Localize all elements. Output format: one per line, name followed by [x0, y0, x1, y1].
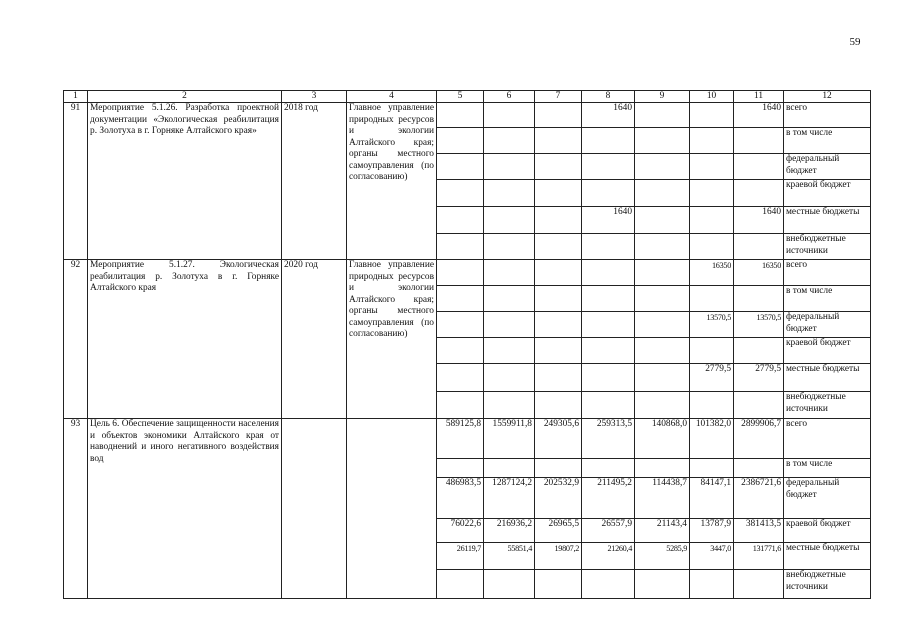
amount-cell — [690, 207, 734, 234]
funding-source: федеральный бюджет — [784, 312, 871, 338]
amount-cell — [484, 286, 535, 312]
column-number: 6 — [484, 91, 535, 103]
amount-cell — [437, 312, 484, 338]
amount-cell — [734, 392, 784, 419]
row-number: 92 — [64, 260, 88, 419]
amount-cell — [437, 180, 484, 207]
column-number: 12 — [784, 91, 871, 103]
column-number: 2 — [88, 91, 282, 103]
amount-cell — [484, 312, 535, 338]
amount-cell — [437, 570, 484, 599]
amount-cell: 21260,4 — [582, 543, 635, 570]
amount-cell: 1559911,8 — [484, 419, 535, 459]
amount-cell — [635, 180, 690, 207]
amount-cell — [437, 338, 484, 364]
amount-cell: 76022,6 — [437, 519, 484, 543]
amount-cell — [535, 103, 582, 128]
amount-cell: 1640 — [582, 207, 635, 234]
amount-cell — [535, 570, 582, 599]
amount-cell — [734, 128, 784, 154]
amount-cell — [635, 364, 690, 392]
amount-cell — [484, 260, 535, 286]
funding-source: местные бюджеты — [784, 364, 871, 392]
amount-cell — [734, 338, 784, 364]
amount-cell: 211495,2 — [582, 478, 635, 519]
amount-cell — [635, 459, 690, 478]
funding-source: всего — [784, 103, 871, 128]
column-number: 3 — [282, 91, 347, 103]
amount-cell — [484, 207, 535, 234]
funding-source: всего — [784, 419, 871, 459]
measure-year: 2020 год — [282, 260, 347, 419]
amount-cell — [535, 154, 582, 180]
amount-cell: 131771,6 — [734, 543, 784, 570]
measure-name: Мероприятие 5.1.26. Разработка проектной документации «Экологическая реабилитация р. Золотуха в г. Горняке Алтайского края» — [88, 103, 282, 260]
amount-cell — [635, 207, 690, 234]
funding-source: федеральный бюджет — [784, 478, 871, 519]
amount-cell — [535, 459, 582, 478]
amount-cell — [635, 154, 690, 180]
amount-cell: 381413,5 — [734, 519, 784, 543]
amount-cell — [690, 338, 734, 364]
amount-cell — [635, 260, 690, 286]
funding-source: всего — [784, 260, 871, 286]
measure-name: Цель 6. Обеспечение защищенности населения и объектов экономики Алтайского края от наводнений и иного негативного воздействия вод — [88, 419, 282, 599]
amount-cell — [437, 207, 484, 234]
amount-cell: 21143,4 — [635, 519, 690, 543]
page-number: 59 — [849, 36, 861, 48]
amount-cell: 26557,9 — [582, 519, 635, 543]
amount-cell — [437, 364, 484, 392]
amount-cell — [582, 392, 635, 419]
amount-cell: 2386721,6 — [734, 478, 784, 519]
amount-cell — [635, 234, 690, 260]
amount-cell — [734, 180, 784, 207]
measure-name: Мероприятие 5.1.27. Экологическая реабилитация р. Золотуха в г. Горняке Алтайского края — [88, 260, 282, 419]
column-number: 10 — [690, 91, 734, 103]
amount-cell: 26119,7 — [437, 543, 484, 570]
amount-cell: 589125,8 — [437, 419, 484, 459]
measure-year — [282, 419, 347, 599]
amount-cell: 84147,1 — [690, 478, 734, 519]
amount-cell: 16350 — [734, 260, 784, 286]
amount-cell — [582, 180, 635, 207]
amount-cell: 1640 — [734, 207, 784, 234]
amount-cell — [734, 459, 784, 478]
amount-cell — [734, 570, 784, 599]
amount-cell: 13570,5 — [690, 312, 734, 338]
column-number: 9 — [635, 91, 690, 103]
amount-cell: 3447,0 — [690, 543, 734, 570]
column-number: 7 — [535, 91, 582, 103]
amount-cell — [635, 570, 690, 599]
amount-cell — [690, 286, 734, 312]
amount-cell — [437, 459, 484, 478]
amount-cell — [582, 286, 635, 312]
row-number: 93 — [64, 419, 88, 599]
funding-source: внебюджетные источники — [784, 570, 871, 599]
funding-source: внебюджетные источники — [784, 234, 871, 260]
amount-cell: 202532,9 — [535, 478, 582, 519]
amount-cell: 26965,5 — [535, 519, 582, 543]
column-number: 4 — [347, 91, 437, 103]
amount-cell — [535, 364, 582, 392]
amount-cell: 259313,5 — [582, 419, 635, 459]
amount-cell: 16350 — [690, 260, 734, 286]
amount-cell — [582, 128, 635, 154]
amount-cell: 1287124,2 — [484, 478, 535, 519]
funding-source: федеральный бюджет — [784, 154, 871, 180]
amount-cell — [437, 103, 484, 128]
amount-cell — [437, 154, 484, 180]
amount-cell — [635, 338, 690, 364]
amount-cell — [582, 260, 635, 286]
amount-cell — [535, 392, 582, 419]
amount-cell — [690, 128, 734, 154]
amount-cell — [484, 364, 535, 392]
amount-cell — [437, 392, 484, 419]
funding-source: в том числе — [784, 459, 871, 478]
measure-executor — [347, 419, 437, 599]
amount-cell — [582, 570, 635, 599]
amount-cell — [484, 180, 535, 207]
amount-cell — [582, 234, 635, 260]
amount-cell: 1640 — [582, 103, 635, 128]
row-number: 91 — [64, 103, 88, 260]
amount-cell — [535, 338, 582, 364]
amount-cell — [635, 392, 690, 419]
funding-source: в том числе — [784, 128, 871, 154]
amount-cell — [582, 338, 635, 364]
funding-source: местные бюджеты — [784, 207, 871, 234]
amount-cell: 1640 — [734, 103, 784, 128]
funding-source: краевой бюджет — [784, 338, 871, 364]
amount-cell — [635, 128, 690, 154]
amount-cell — [535, 260, 582, 286]
funding-source: внебюджетные источники — [784, 392, 871, 419]
amount-cell — [437, 286, 484, 312]
amount-cell — [484, 103, 535, 128]
amount-cell — [437, 128, 484, 154]
amount-cell — [535, 207, 582, 234]
column-number: 5 — [437, 91, 484, 103]
amount-cell — [734, 234, 784, 260]
amount-cell: 101382,0 — [690, 419, 734, 459]
amount-cell — [484, 392, 535, 419]
amount-cell: 216936,2 — [484, 519, 535, 543]
amount-cell — [484, 459, 535, 478]
measure-year: 2018 год — [282, 103, 347, 260]
amount-cell: 5285,9 — [635, 543, 690, 570]
table-row — [64, 103, 871, 128]
program-table — [63, 90, 871, 599]
amount-cell — [734, 154, 784, 180]
amount-cell: 13570,5 — [734, 312, 784, 338]
amount-cell — [437, 234, 484, 260]
amount-cell — [582, 312, 635, 338]
funding-source: краевой бюджет — [784, 519, 871, 543]
amount-cell — [535, 180, 582, 207]
amount-cell — [734, 286, 784, 312]
amount-cell — [635, 103, 690, 128]
column-number: 1 — [64, 91, 88, 103]
amount-cell — [582, 459, 635, 478]
measure-executor: Главное управление природных ресурсов и экологии Алтайского края; органы местного самоуправления (по согласованию) — [347, 260, 437, 419]
amount-cell — [690, 103, 734, 128]
amount-cell: 13787,9 — [690, 519, 734, 543]
amount-cell — [635, 286, 690, 312]
amount-cell: 2779,5 — [690, 364, 734, 392]
amount-cell: 2899906,7 — [734, 419, 784, 459]
amount-cell — [690, 154, 734, 180]
amount-cell — [484, 338, 535, 364]
amount-cell: 114438,7 — [635, 478, 690, 519]
amount-cell — [582, 154, 635, 180]
amount-cell — [535, 286, 582, 312]
amount-cell: 19807,2 — [535, 543, 582, 570]
amount-cell: 486983,5 — [437, 478, 484, 519]
column-number: 8 — [582, 91, 635, 103]
funding-source: в том числе — [784, 286, 871, 312]
amount-cell — [690, 234, 734, 260]
amount-cell — [535, 234, 582, 260]
amount-cell — [582, 364, 635, 392]
amount-cell — [484, 570, 535, 599]
amount-cell — [484, 154, 535, 180]
amount-cell: 249305,6 — [535, 419, 582, 459]
amount-cell: 140868,0 — [635, 419, 690, 459]
amount-cell — [690, 180, 734, 207]
measure-executor: Главное управление природных ресурсов и экологии Алтайского края; органы местного самоуправления (по согласованию) — [347, 103, 437, 260]
funding-source: местные бюджеты — [784, 543, 871, 570]
amount-cell — [484, 234, 535, 260]
amount-cell — [535, 128, 582, 154]
table-row — [64, 419, 871, 459]
amount-cell: 55851,4 — [484, 543, 535, 570]
amount-cell — [690, 459, 734, 478]
amount-cell: 2779,5 — [734, 364, 784, 392]
amount-cell — [635, 312, 690, 338]
amount-cell — [535, 312, 582, 338]
amount-cell — [437, 260, 484, 286]
funding-source: краевой бюджет — [784, 180, 871, 207]
table-row — [64, 260, 871, 286]
amount-cell — [484, 128, 535, 154]
amount-cell — [690, 570, 734, 599]
column-number: 11 — [734, 91, 784, 103]
column-number-row — [64, 91, 871, 103]
amount-cell — [690, 392, 734, 419]
